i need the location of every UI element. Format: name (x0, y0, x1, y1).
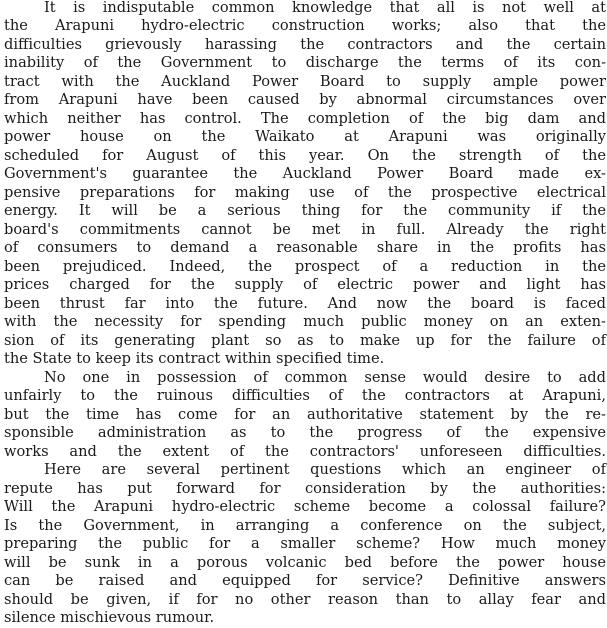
text-line: from Arapuni have been caused by abnormal circumstances over (4, 91, 606, 109)
text-line: will be sunk in a porous volcanic bed before the power house (4, 553, 606, 571)
text-line: the State to keep its contract within specified time. (4, 350, 385, 368)
article-body (4, 0, 607, 628)
text-line: unfairly to the ruinous difficulties of the contractors at Arapuni, (4, 387, 606, 405)
text-line: Government's guarantee the Auckland Power Board made ex- (4, 165, 606, 183)
text-line: pensive preparations for making use of the prospective electrical (4, 183, 606, 201)
text-line: which neither has control. The completion of the big dam and (4, 109, 606, 127)
text-line: sion of its generating plant so as to make up for the failure of (4, 331, 606, 349)
text-line: works and the extent of the contractors' unforeseen difficulties. (4, 442, 606, 460)
text-line: energy. It will be a serious thing for the community if the (4, 202, 606, 220)
text-line: Here are several pertinent questions which an engineer of (44, 461, 606, 479)
text-line: Is the Government, in arranging a conference on the subject, (4, 516, 606, 534)
text-line: should be given, if for no other reason than to allay fear and (4, 590, 606, 608)
text-line: It is indisputable common knowledge that all is not well at (44, 0, 606, 16)
text-line: tract with the Auckland Power Board to supply ample power (4, 72, 606, 90)
text-line: been prejudiced. Indeed, the prospect of a reduction in the (4, 257, 606, 275)
text-line: sponsible administration as to the progress of the expensive (4, 424, 606, 442)
text-line: the Arapuni hydro-electric construction works; also that the (4, 17, 606, 35)
text-line: Will the Arapuni hydro-electric scheme become a colossal failure? (4, 498, 606, 516)
text-line: board's commitments cannot be met in full. Already the right (4, 220, 606, 238)
text-line: power house on the Waikato at Arapuni was originally (4, 128, 606, 146)
text-line: scheduled for August of this year. On the strength of the (4, 146, 606, 164)
text-line: been thrust far into the future. And now the board is faced (4, 294, 606, 312)
text-line: difficulties grievously harassing the contractors and the certain (4, 35, 606, 53)
text-line: inability of the Government to discharge the terms of its con- (4, 54, 606, 72)
text-line: prices charged for the supply of electric power and light has (4, 276, 606, 294)
text-line: repute has put forward for consideration by the authorities: (4, 479, 606, 497)
text-line: but the time has come for an authoritative statement by the re- (4, 405, 606, 423)
text-line: silence mischievous rumour. (4, 609, 215, 626)
text-line: No one in possession of common sense would desire to add (44, 368, 606, 386)
text-line: preparing the public for a smaller scheme? How much money (4, 535, 606, 553)
text-line: of consumers to demand a reasonable share in the profits has (4, 239, 606, 257)
text-line: with the necessity for spending much public money on an exten- (4, 313, 606, 331)
text-line: can be raised and equipped for service? Definitive answers (4, 572, 606, 590)
